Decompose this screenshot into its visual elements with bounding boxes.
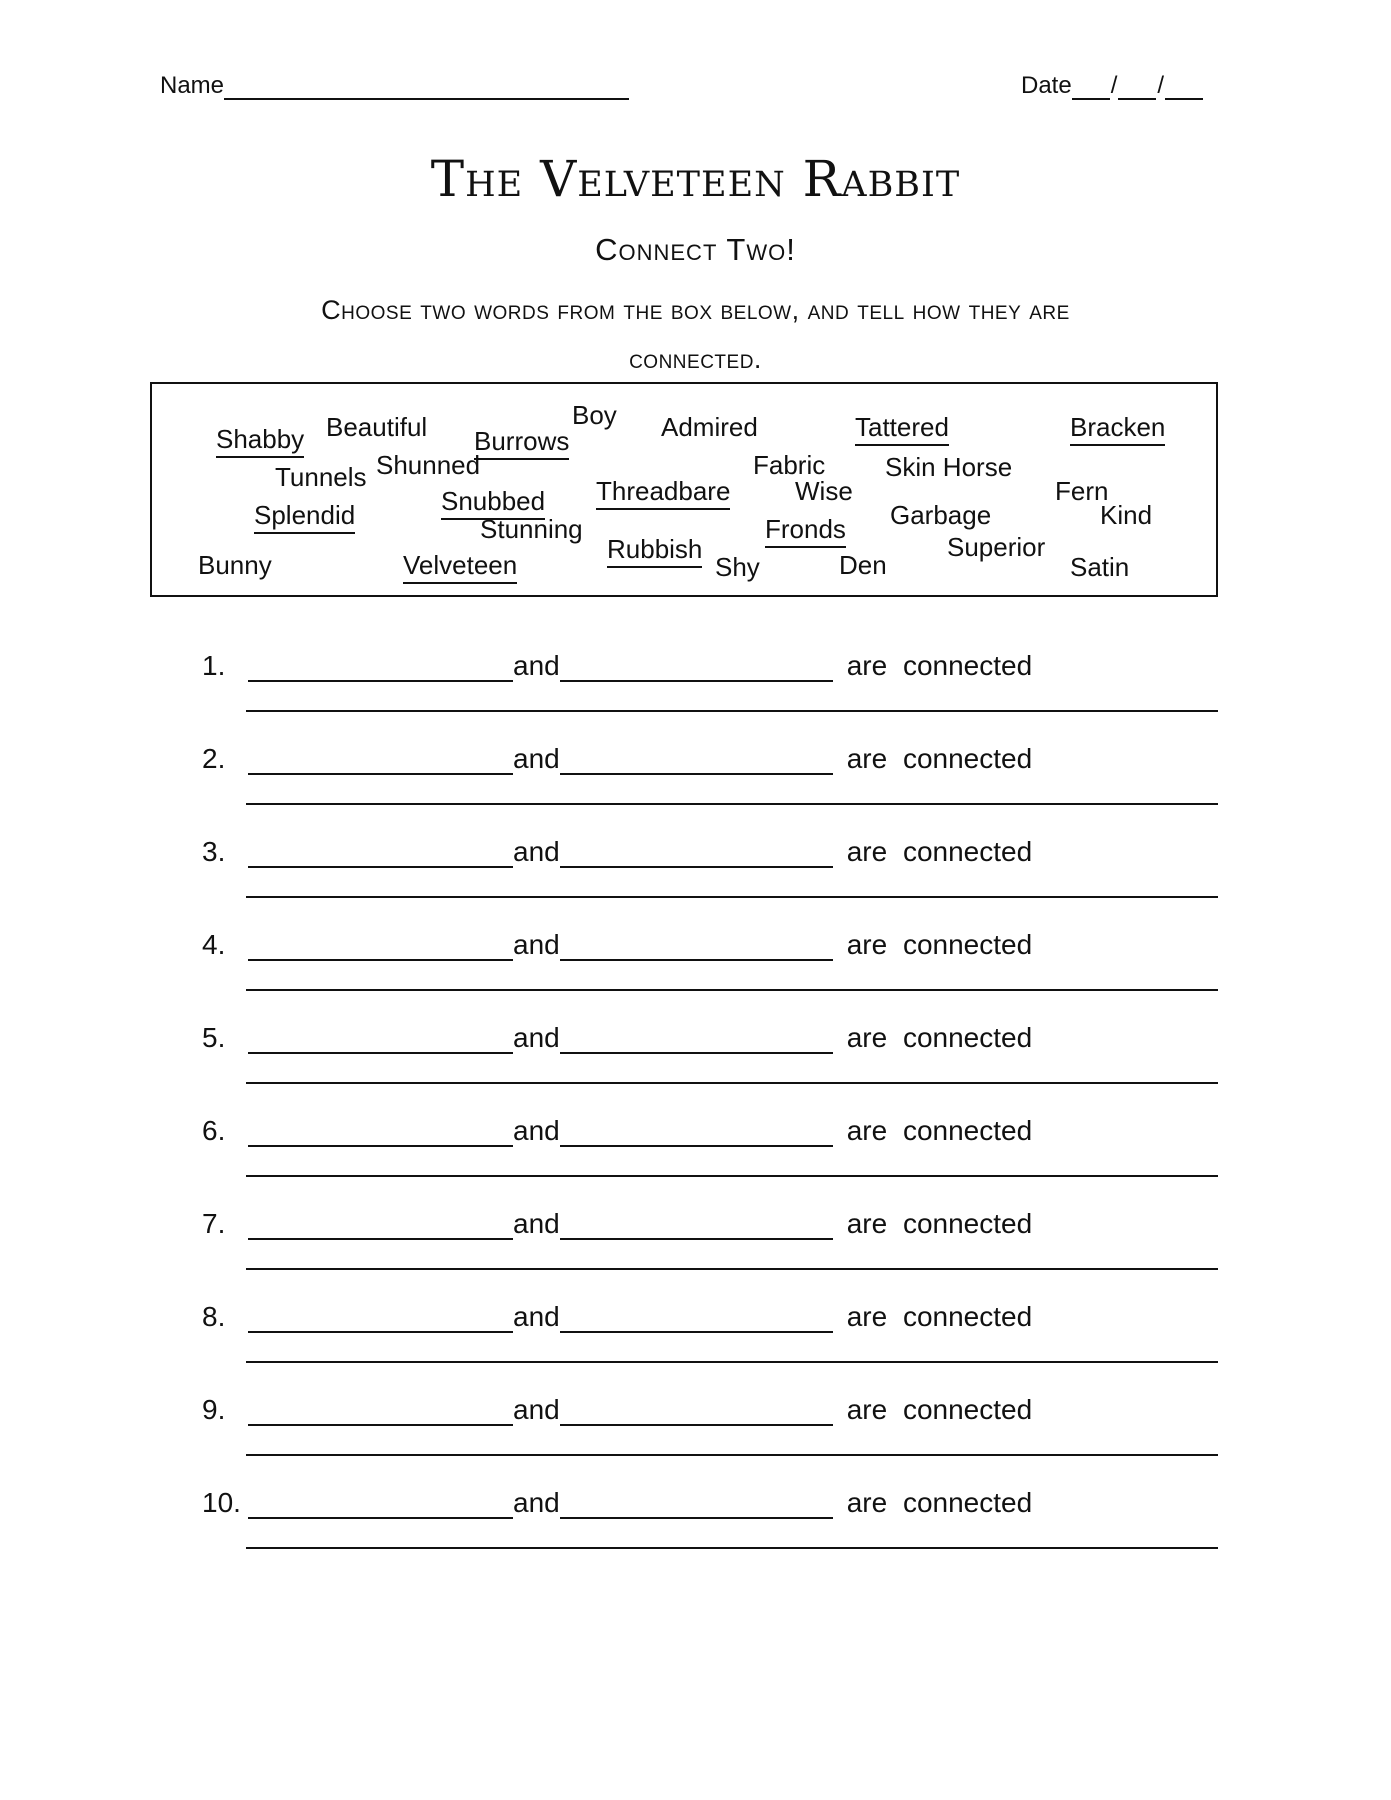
answer-word-blank-1[interactable]: [248, 1206, 513, 1240]
connector-label: and: [513, 1394, 560, 1425]
answer-word-blank-1[interactable]: [248, 1299, 513, 1333]
date-slash: /: [1110, 72, 1118, 99]
word-kind: Kind: [1100, 500, 1153, 530]
connector-label: and: [513, 836, 560, 867]
word-fabric: Fabric: [753, 450, 826, 480]
word-superior: Superior: [947, 532, 1046, 562]
word-bracken: Bracken: [1070, 412, 1165, 446]
word-garbage: Garbage: [890, 500, 992, 530]
answer-word-blank-2[interactable]: [560, 1485, 833, 1519]
date-label: Date: [1021, 72, 1072, 99]
question-row-9: [150, 1392, 1218, 1426]
answer-word-blank-1[interactable]: [248, 927, 513, 961]
name-row: [160, 72, 629, 100]
answer-word-blank-1[interactable]: [248, 741, 513, 775]
connector-label: and: [513, 650, 560, 681]
answer-explanation-line[interactable]: [246, 896, 1218, 898]
answer-explanation-line[interactable]: [246, 1082, 1218, 1084]
question-item-8: [150, 1299, 1218, 1371]
question-row-2: [150, 741, 1218, 775]
are-connected-label: are connected: [846, 1115, 1033, 1146]
word-wise: Wise: [795, 476, 853, 506]
word-tattered: Tattered: [855, 412, 949, 446]
answer-explanation-line[interactable]: [246, 989, 1218, 991]
answer-word-blank-2[interactable]: [560, 648, 833, 682]
answer-word-blank-2[interactable]: [560, 834, 833, 868]
question-item-7: [150, 1206, 1218, 1278]
are-connected-label: are connected: [846, 836, 1033, 867]
answer-word-blank-2[interactable]: [560, 1113, 833, 1147]
word-splendid: Splendid: [254, 500, 355, 534]
question-item-9: [150, 1392, 1218, 1464]
connector-label: and: [513, 743, 560, 774]
date-row: [1021, 72, 1203, 100]
date-slash: /: [1157, 72, 1165, 99]
answer-explanation-line[interactable]: [246, 1268, 1218, 1270]
question-row-10: [150, 1485, 1218, 1519]
question-number-2: 2.: [202, 743, 226, 774]
connector-label: and: [513, 1487, 560, 1518]
answer-word-blank-1[interactable]: [248, 648, 513, 682]
answer-word-blank-2[interactable]: [560, 1206, 833, 1240]
word-shunned: Shunned: [376, 450, 481, 480]
answer-explanation-line[interactable]: [246, 1175, 1218, 1177]
word-stunning: Stunning: [480, 514, 583, 544]
are-connected-label: are connected: [846, 1208, 1033, 1239]
answer-explanation-line[interactable]: [246, 710, 1218, 712]
question-number-4: 4.: [202, 929, 226, 960]
instructions-line-1: Choose two words from the box below, and tell how they are: [321, 295, 1070, 325]
are-connected-label: are connected: [846, 929, 1033, 960]
word-shy: Shy: [715, 552, 760, 582]
question-row-7: [150, 1206, 1218, 1240]
answer-explanation-line[interactable]: [246, 1361, 1218, 1363]
connector-label: and: [513, 1301, 560, 1332]
answer-word-blank-1[interactable]: [248, 1113, 513, 1147]
are-connected-label: are connected: [846, 1487, 1033, 1518]
answer-word-blank-2[interactable]: [560, 1020, 833, 1054]
are-connected-label: are connected: [846, 743, 1033, 774]
answer-explanation-line[interactable]: [246, 1454, 1218, 1456]
question-row-1: [150, 648, 1218, 682]
answer-word-blank-1[interactable]: [248, 834, 513, 868]
word-burrows: Burrows: [474, 426, 569, 460]
word-snubbed: Snubbed: [441, 486, 545, 520]
word-fern: Fern: [1055, 476, 1109, 506]
page-subtitle: Connect Two!: [595, 232, 796, 267]
answer-explanation-line[interactable]: [246, 803, 1218, 805]
question-row-6: [150, 1113, 1218, 1147]
word-den: Den: [839, 550, 887, 580]
are-connected-label: are connected: [846, 650, 1033, 681]
word-rubbish: Rubbish: [607, 534, 702, 568]
question-item-6: [150, 1113, 1218, 1185]
question-row-3: [150, 834, 1218, 868]
instructions-line-2: connected.: [629, 344, 762, 374]
word-velveteen: Velveteen: [403, 550, 517, 584]
page-title: The Velveteen Rabbit: [430, 150, 961, 208]
answer-word-blank-1[interactable]: [248, 1392, 513, 1426]
connector-label: and: [513, 929, 560, 960]
question-number-7: 7.: [202, 1208, 226, 1239]
are-connected-label: are connected: [846, 1301, 1033, 1332]
word-satin: Satin: [1070, 552, 1130, 582]
word-tunnels: Tunnels: [275, 462, 367, 492]
question-item-1: [150, 648, 1218, 720]
word-shabby: Shabby: [216, 424, 304, 458]
name-blank-field[interactable]: [224, 72, 629, 100]
question-number-6: 6.: [202, 1115, 226, 1146]
answer-word-blank-1[interactable]: [248, 1020, 513, 1054]
answer-word-blank-2[interactable]: [560, 1299, 833, 1333]
question-row-4: [150, 927, 1218, 961]
word-bunny: Bunny: [198, 550, 272, 580]
connector-label: and: [513, 1115, 560, 1146]
connector-label: and: [513, 1022, 560, 1053]
instructions: [0, 286, 1391, 384]
question-item-2: [150, 741, 1218, 813]
answer-word-blank-1[interactable]: [248, 1485, 513, 1519]
answer-word-blank-2[interactable]: [560, 927, 833, 961]
answer-word-blank-2[interactable]: [560, 1392, 833, 1426]
question-number-9: 9.: [202, 1394, 226, 1425]
connector-label: and: [513, 1208, 560, 1239]
question-number-8: 8.: [202, 1301, 226, 1332]
word-admired: Admired: [661, 412, 758, 442]
word-threadbare: Threadbare: [596, 476, 730, 510]
date-year-blank[interactable]: [1165, 72, 1203, 100]
question-number-1: 1.: [202, 650, 226, 681]
question-item-5: [150, 1020, 1218, 1092]
word-beautiful: Beautiful: [326, 412, 428, 442]
are-connected-label: are connected: [846, 1394, 1033, 1425]
question-item-10: [150, 1485, 1218, 1557]
question-row-5: [150, 1020, 1218, 1054]
question-number-3: 3.: [202, 836, 226, 867]
answer-word-blank-2[interactable]: [560, 741, 833, 775]
question-number-5: 5.: [202, 1022, 226, 1053]
word-fronds: Fronds: [765, 514, 846, 548]
question-number-10: 10.: [202, 1487, 241, 1518]
word-skin-horse: Skin Horse: [885, 452, 1013, 482]
question-item-4: [150, 927, 1218, 999]
name-label: Name: [160, 72, 225, 99]
answer-explanation-line[interactable]: [246, 1547, 1218, 1549]
are-connected-label: are connected: [846, 1022, 1033, 1053]
date-day-blank[interactable]: [1118, 72, 1156, 100]
date-month-blank[interactable]: [1072, 72, 1110, 100]
word-boy: Boy: [572, 400, 617, 430]
question-item-3: [150, 834, 1218, 906]
word-box: [150, 382, 1218, 597]
question-row-8: [150, 1299, 1218, 1333]
